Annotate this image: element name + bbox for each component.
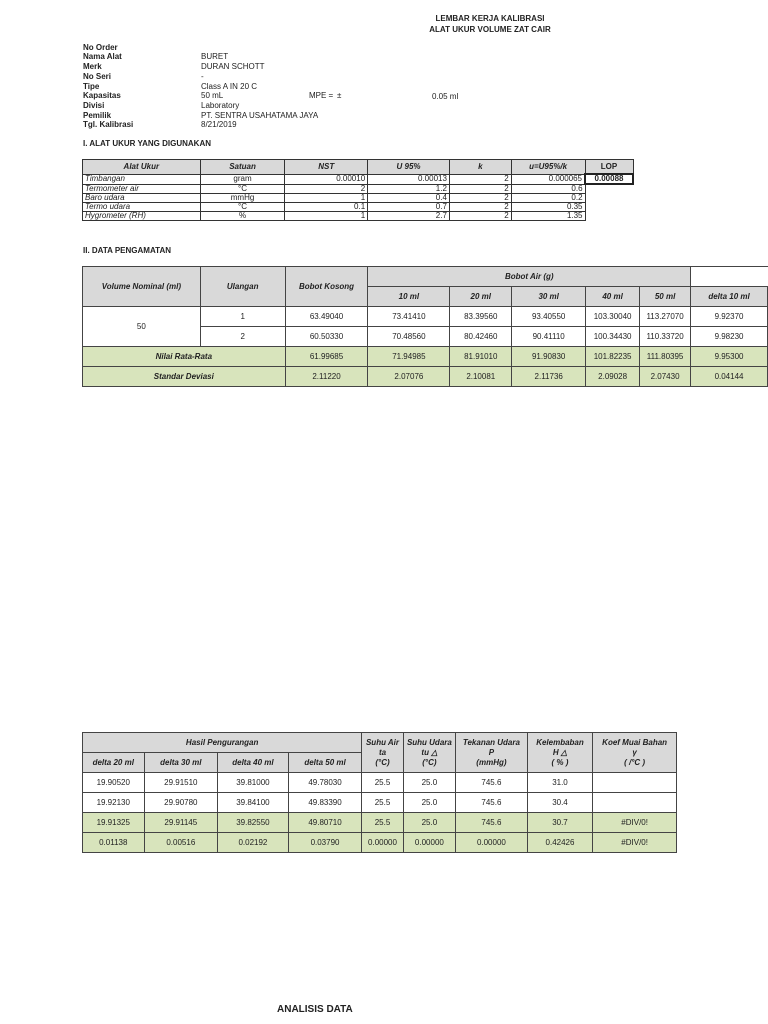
- cell: Baro udara: [83, 193, 201, 202]
- cell: 2.07076: [368, 367, 450, 387]
- sd-label: Standar Deviasi: [83, 367, 286, 387]
- cell: 39.82550: [218, 813, 289, 833]
- mpe-value: 0.05 ml: [432, 92, 459, 101]
- header-text: ta: [378, 747, 387, 757]
- cell: 0.00516: [144, 833, 218, 853]
- col-10ml: 10 ml: [368, 287, 450, 307]
- cell: [593, 793, 677, 813]
- cell: 2: [449, 193, 511, 202]
- col-bobot-kosong: Bobot Kosong: [285, 267, 368, 307]
- col-u: u=U95%/k: [511, 160, 585, 175]
- cell: 30.7: [527, 813, 593, 833]
- instrument-table: [82, 159, 634, 221]
- cell: °C: [200, 202, 285, 211]
- mpe-pm: ±: [337, 91, 342, 100]
- header-text: Tekanan Udara: [462, 737, 520, 747]
- label-no-order: No Order: [83, 43, 118, 52]
- table-header: [83, 160, 634, 175]
- value-no-seri: -: [201, 72, 204, 81]
- cell: 0.00013: [368, 174, 450, 184]
- cell: 1.35: [511, 211, 585, 220]
- col-ulangan: Ulangan: [200, 267, 285, 307]
- cell: 25.5: [362, 813, 403, 833]
- col-delta50: delta 50 ml: [288, 753, 362, 773]
- label-tgl-kalibrasi: Tgl. Kalibrasi: [83, 120, 134, 129]
- cell: 2: [200, 327, 285, 347]
- cell: 63.49040: [285, 307, 368, 327]
- cell: 39.84100: [218, 793, 289, 813]
- cell: 81.91010: [450, 347, 512, 367]
- table-row: [83, 184, 634, 193]
- col-30ml: 30 ml: [512, 287, 586, 307]
- lop-value: 0.00088: [585, 174, 633, 184]
- cell: Timbangan: [83, 174, 201, 184]
- label-pemilik: Pemilik: [83, 111, 112, 120]
- cell: 0.1: [285, 202, 368, 211]
- stdev-row: [83, 833, 677, 853]
- cell: 0.4: [368, 193, 450, 202]
- col-delta30: delta 30 ml: [144, 753, 218, 773]
- cell: 0.02192: [218, 833, 289, 853]
- header-text: Kelembaban: [536, 737, 584, 747]
- header-text: (mmHg): [476, 757, 507, 767]
- col-20ml: 20 ml: [450, 287, 512, 307]
- cell: [691, 267, 768, 287]
- cell: 25.0: [403, 773, 455, 793]
- cell: 2.10081: [450, 367, 512, 387]
- analisis-data-title: ANALISIS DATA: [277, 1004, 353, 1015]
- mpe-label: MPE =: [309, 91, 334, 100]
- cell: 0.03790: [288, 833, 362, 853]
- cell: [585, 184, 633, 193]
- cell: 19.90520: [83, 773, 145, 793]
- value-divisi: Laboratory: [201, 101, 240, 110]
- value-tgl-kalibrasi: 8/21/2019: [201, 120, 237, 129]
- doc-subtitle: ALAT UKUR VOLUME ZAT CAIR: [429, 25, 551, 34]
- table-row: [83, 202, 634, 211]
- cell: 31.0: [527, 773, 593, 793]
- col-bobot-air: Bobot Air (g): [368, 267, 691, 287]
- label-divisi: Divisi: [83, 101, 105, 110]
- col-satuan: Satuan: [200, 160, 285, 175]
- header-text: H △: [552, 747, 568, 757]
- cell: mmHg: [200, 193, 285, 202]
- cell: [585, 193, 633, 202]
- cell: 1: [285, 211, 368, 220]
- header-text: (°C): [422, 757, 437, 767]
- cell: 61.99685: [285, 347, 368, 367]
- table-row: [83, 193, 634, 202]
- header-text: P: [488, 747, 495, 757]
- cell: 110.33720: [640, 327, 691, 347]
- cell: 0.00010: [285, 174, 368, 184]
- stdev-row: [83, 367, 768, 387]
- cell: °C: [200, 184, 285, 193]
- value-pemilik: PT. SENTRA USAHATAMA JAYA: [201, 111, 319, 120]
- doc-title: LEMBAR KERJA KALIBRASI: [435, 14, 545, 23]
- cell: 39.81000: [218, 773, 289, 793]
- col-40ml: 40 ml: [586, 287, 640, 307]
- cell: 2.09028: [586, 367, 640, 387]
- cell: 1: [200, 307, 285, 327]
- section2-title: II. DATA PENGAMATAN: [83, 246, 171, 255]
- cell: 0.2: [511, 193, 585, 202]
- cell: 2: [449, 184, 511, 193]
- cell: 2: [449, 174, 511, 184]
- table-row: [83, 793, 677, 813]
- header-text: ( % ): [551, 757, 569, 767]
- col-k: k: [449, 160, 511, 175]
- cell: 745.6: [456, 773, 528, 793]
- cell: 25.0: [403, 793, 455, 813]
- cell: 60.50330: [285, 327, 368, 347]
- table-row: [83, 211, 634, 220]
- value-tipe: Class A IN 20 C: [201, 82, 258, 91]
- cell: 91.90830: [512, 347, 586, 367]
- label-kapasitas: Kapasitas: [83, 91, 121, 100]
- cell: 1.2: [368, 184, 450, 193]
- cell: 9.98230: [691, 327, 768, 347]
- cell: 25.5: [362, 773, 403, 793]
- cell: 745.6: [456, 813, 528, 833]
- cell: 0.000065: [511, 174, 585, 184]
- cell: Termometer air: [83, 184, 201, 193]
- cell: #DIV/0!: [593, 813, 677, 833]
- cell: 71.94985: [368, 347, 450, 367]
- cell: 0.01138: [83, 833, 145, 853]
- col-delta20: delta 20 ml: [83, 753, 145, 773]
- col-u95: U 95%: [368, 160, 450, 175]
- col-lop: LOP: [585, 160, 633, 175]
- cell: 2: [449, 211, 511, 220]
- cell: 0.7: [368, 202, 450, 211]
- cell: 29.90780: [144, 793, 218, 813]
- cell: 103.30040: [586, 307, 640, 327]
- cell: 9.95300: [691, 347, 768, 367]
- avg-label: Nilai Rata-Rata: [83, 347, 286, 367]
- cell: 1: [285, 193, 368, 202]
- cell: 0.42426: [527, 833, 593, 853]
- volume-value: 50: [83, 307, 201, 347]
- label-tipe: Tipe: [83, 82, 100, 91]
- cell: 9.92370: [691, 307, 768, 327]
- observation-table: [82, 266, 768, 387]
- cell: #DIV/0!: [593, 833, 677, 853]
- header-text: Koef Muai Bahan: [602, 737, 668, 747]
- cell: %: [200, 211, 285, 220]
- table-row: [83, 174, 634, 184]
- cell: 2.07430: [640, 367, 691, 387]
- cell: Termo udara: [83, 202, 201, 211]
- value-kapasitas: 50 mL: [201, 91, 224, 100]
- average-row: [83, 347, 768, 367]
- cell: 19.92130: [83, 793, 145, 813]
- col-delta40: delta 40 ml: [218, 753, 289, 773]
- cell: Hygrometer (RH): [83, 211, 201, 220]
- cell: [585, 211, 633, 220]
- col-suhu-udara: [403, 733, 455, 773]
- cell: 29.91145: [144, 813, 218, 833]
- header-text: γ: [632, 747, 637, 757]
- col-koef-muai: [593, 733, 677, 773]
- cell: 29.91510: [144, 773, 218, 793]
- cell: 2.11220: [285, 367, 368, 387]
- col-suhu-air: [362, 733, 403, 773]
- col-nst: NST: [285, 160, 368, 175]
- value-merk: DURAN SCHOTT: [201, 62, 265, 71]
- cell: 0.35: [511, 202, 585, 211]
- col-alat-ukur: Alat Ukur: [83, 160, 201, 175]
- cell: 100.34430: [586, 327, 640, 347]
- cell: [585, 202, 633, 211]
- cell: 90.41110: [512, 327, 586, 347]
- cell: 113.27070: [640, 307, 691, 327]
- cell: 101.82235: [586, 347, 640, 367]
- cell: 83.39560: [450, 307, 512, 327]
- cell: 0.00000: [403, 833, 455, 853]
- cell: 2: [449, 202, 511, 211]
- cell: 80.42460: [450, 327, 512, 347]
- cell: 2.11736: [512, 367, 586, 387]
- col-volume-nominal: Volume Nominal (ml): [83, 267, 201, 307]
- cell: gram: [200, 174, 285, 184]
- cell: 25.0: [403, 813, 455, 833]
- cell: 0.04144: [691, 367, 768, 387]
- col-delta10: delta 10 ml: [691, 287, 768, 307]
- cell: 73.41410: [368, 307, 450, 327]
- col-hasil-pengurangan: Hasil Pengurangan: [83, 733, 362, 753]
- header-text: (°C): [375, 757, 390, 767]
- table-row: [83, 773, 677, 793]
- header-text: Suhu Air: [365, 737, 400, 747]
- cell: 19.91325: [83, 813, 145, 833]
- col-kelembaban: [527, 733, 593, 773]
- cell: 745.6: [456, 793, 528, 813]
- col-50ml: 50 ml: [640, 287, 691, 307]
- label-no-seri: No Seri: [83, 72, 112, 81]
- cell: 0.6: [511, 184, 585, 193]
- result-table: [82, 732, 677, 853]
- cell: [593, 773, 677, 793]
- section1-title: I. ALAT UKUR YANG DIGUNAKAN: [83, 139, 212, 148]
- cell: 30.4: [527, 793, 593, 813]
- cell: 2: [285, 184, 368, 193]
- label-nama-alat: Nama Alat: [83, 52, 122, 61]
- cell: 49.78030: [288, 773, 362, 793]
- cell: 25.5: [362, 793, 403, 813]
- cell: 49.83390: [288, 793, 362, 813]
- col-tekanan-udara: [456, 733, 528, 773]
- header-text: ( /°C ): [624, 757, 646, 767]
- cell: 0.00000: [456, 833, 528, 853]
- header-text: Suhu Udara: [406, 737, 452, 747]
- cell: 70.48560: [368, 327, 450, 347]
- label-merk: Merk: [83, 62, 102, 71]
- cell: 0.00000: [362, 833, 403, 853]
- value-nama-alat: BURET: [201, 52, 229, 61]
- table-row: [83, 307, 768, 327]
- cell: 2.7: [368, 211, 450, 220]
- average-row: [83, 813, 677, 833]
- cell: 49.80710: [288, 813, 362, 833]
- cell: 93.40550: [512, 307, 586, 327]
- header-text: tu △: [421, 747, 438, 757]
- cell: 111.80395: [640, 347, 691, 367]
